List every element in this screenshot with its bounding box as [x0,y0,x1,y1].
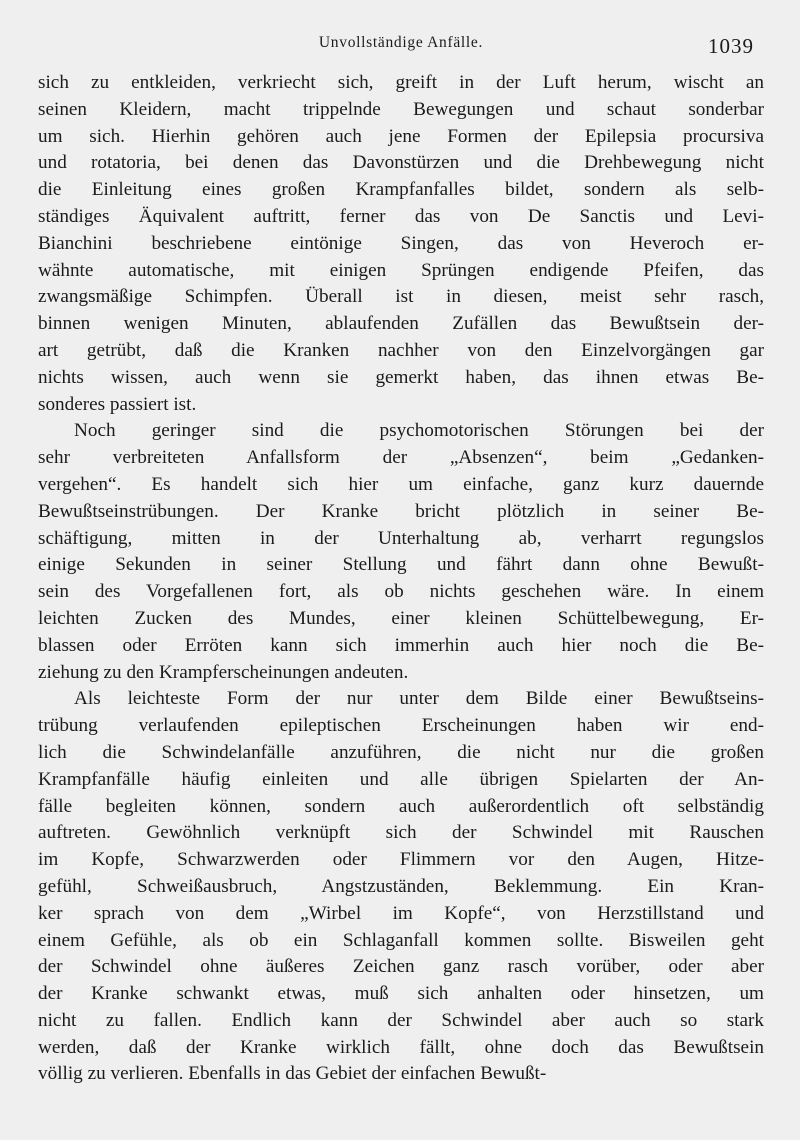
text-line: völlig zu verlieren. Ebenfalls in das Gebiet der einfachen Bewußt- [38,1063,547,1085]
text-line: nicht zu fallen. Endlich kann der Schwindel aber auch so stark [38,1009,764,1031]
text-line: blassen oder Erröten kann sich immerhin auch hier noch die Be- [38,634,764,656]
text-line: sich zu entkleiden, verkriecht sich, greift in der Luft herum, wischt an [38,72,764,93]
text-line: die Einleitung eines großen Krampfanfalles bildet, sondern als selb- [38,179,764,201]
text-line: sein des Vorgefallenen fort, als ob nichts geschehen wäre. In einem [38,581,764,603]
text-line: Als leichteste Form der nur unter dem Bilde einer Bewußtseins- [74,688,764,710]
text-line: im Kopfe, Schwarzwerden oder Flimmern vor den Augen, Hitze- [38,849,764,871]
text-line: der Kranke schwankt etwas, muß sich anhalten oder hinsetzen, um [38,983,764,1005]
text-line: art getrübt, daß die Kranken nachher von den Einzelvorgängen gar [38,339,764,361]
paragraph [38,686,764,1088]
text-line: ziehung zu den Krampferscheinungen andeuten. [38,661,409,683]
paragraph [38,418,764,686]
paragraph [38,70,764,418]
text-line: Krampfanfälle häufig einleiten und alle übrigen Spielarten der An- [38,768,764,790]
text-line: seinen Kleidern, macht trippelnde Bewegungen und schaut sonderbar [38,98,764,120]
text-line: um sich. Hierhin gehören auch jene Formen der Epilepsia procursiva [38,125,764,147]
text-line: wähnte automatische, mit einigen Sprüngen endigende Pfeifen, das [38,259,764,281]
page-number: 1039 [708,34,754,58]
text-line: der Schwindel ohne äußeres Zeichen ganz rasch vorüber, oder aber [38,956,764,978]
text-line: ständiges Äquivalent auftritt, ferner das von De Sanctis und Levi- [38,205,764,227]
text-line: ker sprach von dem „Wirbel im Kopfe“, von Herzstillstand und [38,902,764,924]
text-line: Bewußtseinstrübungen. Der Kranke bricht plötzlich in seiner Be- [38,500,764,522]
text-line: lich die Schwindelanfälle anzuführen, die nicht nur die großen [38,741,764,763]
text-line: gefühl, Schweißausbruch, Angstzuständen, Beklemmung. Ein Kran- [38,875,764,897]
text-line: leichten Zucken des Mundes, einer kleinen Schüttelbewegung, Er- [38,607,764,629]
text-line: schäftigung, mitten in der Unterhaltung ab, verharrt regungslos [38,527,764,549]
text-line: sehr verbreiteten Anfallsform der „Absenzen“, beim „Gedanken- [38,447,764,469]
text-line: werden, daß der Kranke wirklich fällt, ohne doch das Bewußtsein [38,1036,764,1058]
text-line: Noch geringer sind die psychomotorischen Störungen bei der [74,420,764,442]
text-line: trübung verlaufenden epileptischen Erscheinungen haben wir end- [38,715,764,737]
text-line: einem Gefühle, als ob ein Schlaganfall kommen sollte. Bisweilen geht [38,929,764,951]
text-line: binnen wenigen Minuten, ablaufenden Zufällen das Bewußtsein der- [38,313,764,335]
text-line: fälle begleiten können, sondern auch außerordentlich oft selbständig [38,795,764,817]
text-line: zwangsmäßige Schimpfen. Überall ist in diesen, meist sehr rasch, [38,286,764,308]
running-head-title: Unvollständige Anfälle. [318,34,484,51]
text-line: sonderes passiert ist. [38,393,197,415]
text-line: nichts wissen, auch wenn sie gemerkt haben, das ihnen etwas Be- [38,366,764,388]
body-text [38,70,764,1088]
text-line: Bianchini beschriebene eintönige Singen, das von Heveroch er- [38,232,764,254]
text-line: vergehen“. Es handelt sich hier um einfache, ganz kurz dauernde [38,473,764,495]
text-line: und rotatoria, bei denen das Davonstürzen und die Drehbewegung nicht [38,152,764,174]
running-head [36,34,766,64]
text-line: einige Sekunden in seiner Stellung und fährt dann ohne Bewußt- [38,554,764,576]
text-line: auftreten. Gewöhnlich verknüpft sich der Schwindel mit Rauschen [38,822,764,844]
